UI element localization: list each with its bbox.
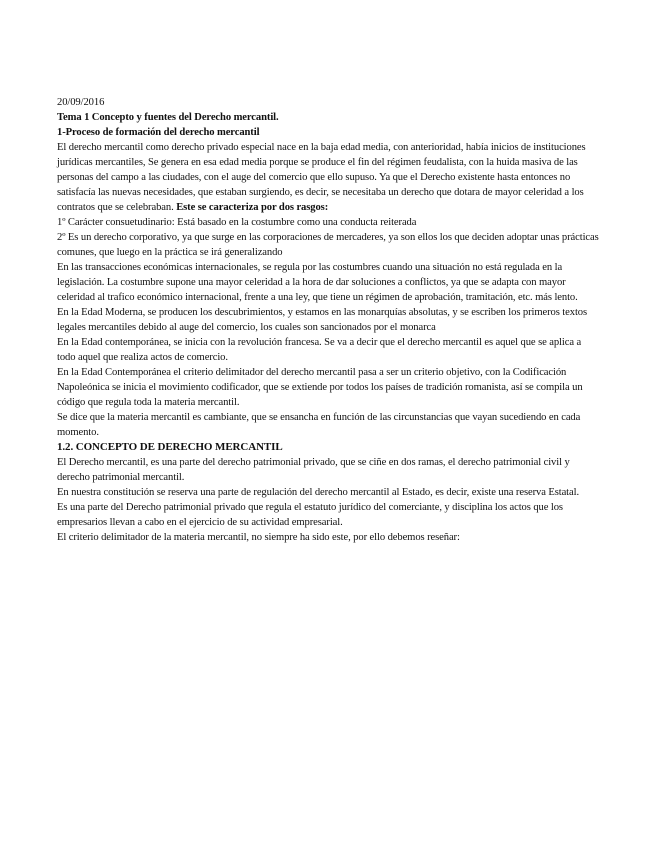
- paragraph-constitution: En nuestra constitución se reserva una parte de regulación del derecho mercantil al Estado, es decir, existe una reserva Estatal.: [57, 487, 580, 498]
- paragraph-codification: En la Edad Contemporánea el criterio delimitador del derecho mercantil pasa a ser un criterio objetivo, con la Codificación Napoleónica se inicia el movimiento codificador, que se extiende por todos los países de tradición romanista, así se compila un código que regula toda la materia mercantil.: [57, 367, 583, 408]
- document-date: 20/09/2016: [57, 97, 105, 108]
- paragraph-trait-1: 1º Carácter consuetudinario: Está basado en la costumbre como una conducta reiterada: [57, 217, 417, 228]
- paragraph-origin-text: El derecho mercantil como derecho privado especial nace en la baja edad media, con anterioridad, había inicios de instituciones jurídicas mercantiles, Se genera en esa edad media porque se produce el fin del régimen feudalista, con la huida masiva de las personas del campo a las ciudades, con el auge del comercio que ello supuso. Ya que el Derecho existente hasta entonces no satisfacía las nuevas necesidades, que estaban surgiendo, es decir, se necesitaba un derecho que dotara de mayor celeridad a los contratos que se celebraban.: [57, 142, 586, 213]
- paragraph-contemporary-age: En la Edad contemporánea, se inicia con la revolución francesa. Se va a decir que el derecho mercantil es aquel que se aplica a todo aquel que realiza actos de comercio.: [57, 337, 582, 363]
- document-page: [57, 95, 602, 545]
- paragraph-definition: El Derecho mercantil, es una parte del derecho patrimonial privado, que se ciñe en dos ramas, el derecho patrimonial civil y derecho patrimonial mercantil.: [57, 457, 570, 483]
- paragraph-origin-bold: Este se caracteriza por dos rasgos:: [176, 202, 329, 213]
- paragraph-criterion: El criterio delimitador de la materia mercantil, no siempre ha sido este, por ello debemos reseñar:: [57, 532, 460, 543]
- paragraph-statute: Es una parte del Derecho patrimonial privado que regula el estatuto jurídico del comerciante, y disciplina los actos que los empresarios llevan a cabo en el ejercicio de su actividad empresarial.: [57, 502, 563, 528]
- section-2-heading: 1.2. CONCEPTO DE DERECHO MERCANTIL: [57, 441, 283, 453]
- paragraph-origin: [57, 140, 602, 215]
- document-title: Tema 1 Concepto y fuentes del Derecho mercantil.: [57, 112, 279, 123]
- section-1-heading: 1-Proceso de formación del derecho mercantil: [57, 127, 260, 138]
- paragraph-modern-age: En la Edad Moderna, se producen los descubrimientos, y estamos en las monarquías absolutas, y se escriben los primeros textos legales mercantiles debido al auge del comercio, los cuales son sancionados por el monarca: [57, 307, 588, 333]
- paragraph-trait-2: 2º Es un derecho corporativo, ya que surge en las corporaciones de mercaderes, ya son ellos los que deciden adoptar unas prácticas comunes, que luego en la práctica se irá generalizando: [57, 232, 599, 258]
- paragraph-international: En las transacciones económicas internacionales, se regula por las costumbres cuando una situación no está regulada en la legislación. La costumbre supone una mayor celeridad a la hora de dar soluciones a conflictos, ya que se adapta con mayor celeridad al trafico económico internacional, frente a una ley, que tiene un régimen de aprobación, tramitación, etc. más lento.: [57, 262, 578, 303]
- paragraph-changing-matter: Se dice que la materia mercantil es cambiante, que se ensancha en función de las circunstancias que vayan sucediendo en cada momento.: [57, 412, 581, 438]
